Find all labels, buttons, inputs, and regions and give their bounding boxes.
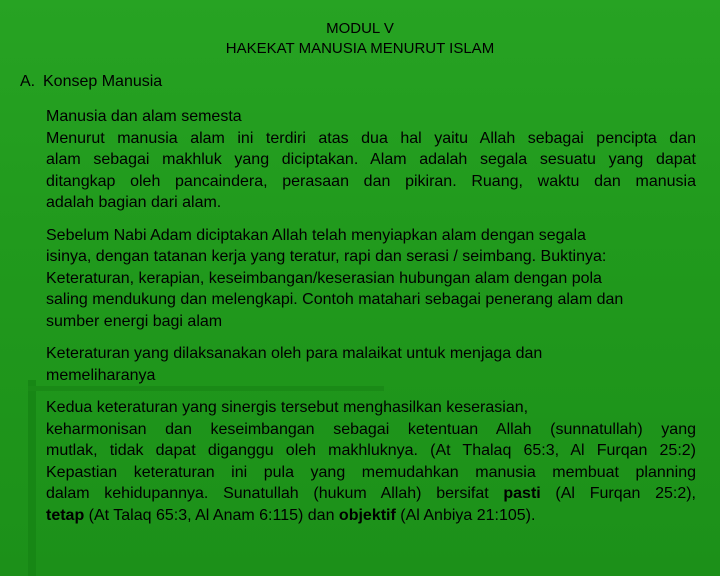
section-heading xyxy=(20,72,162,92)
paragraph-line xyxy=(46,483,696,505)
paragraph-line: keharmonisan dan keseimbangan sebagai ketentuan Allah (sunnatullah) yang xyxy=(46,420,696,438)
paragraph-1 xyxy=(46,106,696,214)
paragraph-line: Kepastian keteraturan ini pula yang memudahkan manusia membuat planning xyxy=(46,463,696,481)
paragraph-4 xyxy=(46,397,696,526)
paragraph-line: Manusia dan alam semesta xyxy=(46,108,242,125)
paragraph-2 xyxy=(46,225,696,333)
paragraph-line: Menurut manusia alam ini terdiri atas dua hal yaitu Allah sebagai pencipta dan xyxy=(46,129,696,147)
paragraph-line: adalah bagian dari alam. xyxy=(46,194,222,211)
emphasis-pasti: pasti xyxy=(503,485,541,502)
text-run: (At Talaq 65:3, Al Anam 6:115) dan xyxy=(84,506,339,524)
text-run: (Al Furqan 25:2), xyxy=(540,485,697,502)
paragraph-line: memeliharanya xyxy=(46,366,156,384)
paragraph-line: sumber energi bagi alam xyxy=(46,312,223,330)
paragraph-line: saling mendukung dan melengkapi. Contoh matahari sebagai penerang alam dan xyxy=(46,291,624,308)
emphasis-tetap: tetap xyxy=(46,506,85,524)
emphasis-objektif: objektif xyxy=(338,506,396,524)
module-title: MODUL V xyxy=(326,20,394,37)
paragraph-line: alam sebagai makhluk yang diciptakan. Alam adalah segala sesuatu yang dapat xyxy=(46,151,696,168)
text-run: (Al Anbiya 21:105). xyxy=(395,506,536,524)
paragraph-line: Sebelum Nabi Adam diciptakan Allah telah menyiapkan alam dengan segala xyxy=(46,226,586,244)
content-body xyxy=(46,106,696,537)
paragraph-line: Keteraturan yang dilaksanakan oleh para malaikat untuk menjaga dan xyxy=(46,345,543,362)
paragraph-line: Kedua keteraturan yang sinergis tersebut menghasilkan keserasian, xyxy=(46,399,529,416)
text-run: dalam kehidupannya. Sunatullah (hukum Allah) bersifat xyxy=(46,485,504,502)
decorative-bar-vertical xyxy=(28,380,36,576)
paragraph-line: Keteraturan, kerapian, keseimbangan/keserasian hubungan alam dengan pola xyxy=(46,269,602,287)
paragraph-line: isinya, dengan tatanan kerja yang teratur, rapi dan serasi / seimbang. Buktinya: xyxy=(46,248,607,265)
paragraph-line xyxy=(46,505,696,527)
paragraph-line: ditangkap oleh pancaindera, perasaan dan pikiran. Ruang, waktu dan manusia xyxy=(46,172,696,190)
section-heading-text: Konsep Manusia xyxy=(43,73,163,90)
module-subtitle: HAKEKAT MANUSIA MENURUT ISLAM xyxy=(225,40,495,57)
paragraph-line: mutlak, tidak dapat diganggu oleh makhluknya. (At Thalaq 65:3, Al Furqan 25:2) xyxy=(46,442,696,459)
section-letter: A. xyxy=(20,73,36,90)
paragraph-3 xyxy=(46,343,696,386)
